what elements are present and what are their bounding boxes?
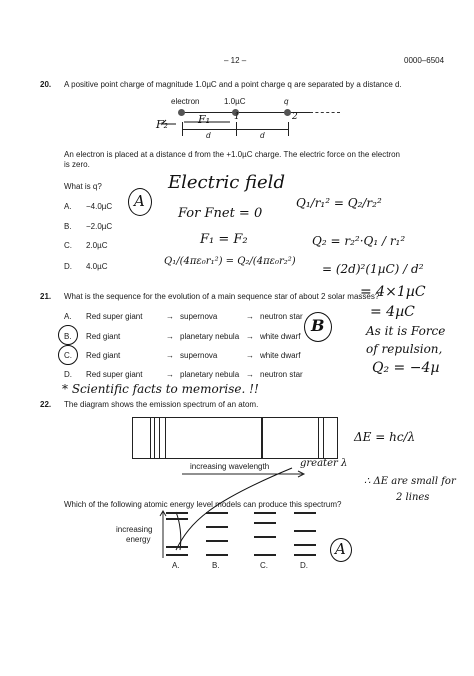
hw-energy-formula: ΔE = hc/λ xyxy=(354,430,416,444)
q20-option-c-text[interactable]: 2.0µC xyxy=(86,241,108,250)
hw-repulsion-note: of repulsion, xyxy=(366,342,443,356)
arrow: → xyxy=(166,370,174,379)
model-d-label[interactable]: D. xyxy=(300,561,308,570)
q22-question: Which of the following atomic energy level models can produce this spectrum? xyxy=(64,500,342,509)
d2-label: d xyxy=(260,131,265,140)
hw-answer: B xyxy=(311,316,325,335)
level-d xyxy=(294,544,316,546)
q21-option-c-stage3: white dwarf xyxy=(260,351,301,360)
q21-option-d-letter[interactable]: D. xyxy=(64,370,72,379)
hw-answer: A xyxy=(335,540,346,558)
q21-option-c-letter[interactable]: C. xyxy=(64,351,72,360)
arrow: → xyxy=(166,312,174,321)
hw-fnet: For Fnet = 0 xyxy=(178,206,263,221)
spectral-line xyxy=(165,418,166,458)
q20-context-2: is zero. xyxy=(64,160,90,169)
energy-label-2: energy xyxy=(126,535,151,544)
level-b xyxy=(206,540,228,542)
q21-number: 21. xyxy=(40,292,52,301)
hw-coulomb-eq: Q₁/(4πε₀r₁²) = Q₂/(4πε₀r₂²) xyxy=(164,256,296,267)
hw-force-note: As it is Force xyxy=(366,324,446,338)
q21-option-b-stage2: planetary nebula xyxy=(180,332,240,341)
q21-option-a-letter[interactable]: A. xyxy=(64,312,72,321)
hw-memorise-note: * Scientific facts to memorise. !! xyxy=(62,382,259,396)
spectral-line xyxy=(323,418,324,458)
q21-option-c-stage1: Red giant xyxy=(86,351,121,360)
spectral-line xyxy=(154,418,155,458)
q20-stem: A positive point charge of magnitude 1.0µC and a point charge q are separated by a distance d. xyxy=(64,80,402,89)
hw-greater-lambda: greater λ xyxy=(300,458,348,469)
charge2-label: q xyxy=(284,97,289,106)
spectral-line xyxy=(261,418,263,458)
level-b xyxy=(206,512,228,514)
arrow: → xyxy=(246,351,254,360)
level-a xyxy=(166,546,188,548)
hw-f2: F₂ xyxy=(156,118,169,131)
hw-small-note: ∴ ΔE are small for xyxy=(364,476,456,487)
arrow: → xyxy=(166,351,174,360)
distance-line xyxy=(182,129,288,130)
hw-result-2: = 4µC xyxy=(370,304,415,320)
level-d xyxy=(294,512,316,514)
q21-option-a-stage1: Red super giant xyxy=(86,312,143,321)
level-d xyxy=(294,530,316,532)
energy-label-1: increasing xyxy=(116,525,153,534)
level-b xyxy=(206,554,228,556)
hw-lines-note: 2 lines xyxy=(396,492,430,503)
q21-option-d-stage3: neutron star xyxy=(260,370,303,379)
q22-number: 22. xyxy=(40,400,52,409)
q20-option-a-text[interactable]: −4.0µC xyxy=(86,202,113,211)
emission-spectrum xyxy=(132,417,338,459)
q21-stem: What is the sequence for the evolution of a main sequence star of about 2 solar masses? xyxy=(64,292,380,301)
model-b-label[interactable]: B. xyxy=(212,561,220,570)
q21-option-d-stage2: planetary nebula xyxy=(180,370,240,379)
arrow: → xyxy=(246,332,254,341)
model-c-label[interactable]: C. xyxy=(260,561,268,570)
spectral-line xyxy=(150,418,151,458)
q22-stem: The diagram shows the emission spectrum of an atom. xyxy=(64,400,259,409)
level-c xyxy=(254,536,276,538)
hw-answer: A xyxy=(134,192,145,210)
hw-f1-equals-f2: F₁ = F₂ xyxy=(200,232,248,247)
q21-option-c-stage2: supernova xyxy=(180,351,218,360)
hw-result-1: = 4×1µC xyxy=(360,284,426,300)
q20-option-d-text[interactable]: 4.0µC xyxy=(86,262,108,271)
level-a xyxy=(166,518,188,520)
paper-code: 0000–6504 xyxy=(404,56,445,65)
q21-option-a-stage3: neutron star xyxy=(260,312,303,321)
q21-option-b-stage1: Red giant xyxy=(86,332,121,341)
hw-ratio: Q₁/r₁² = Q₂/r₂² xyxy=(296,196,382,210)
energy-axis-arrow xyxy=(158,508,168,560)
hw-f1: F₁ xyxy=(198,113,211,126)
q20-option-b-text[interactable]: −2.0µC xyxy=(86,222,113,231)
spectral-line xyxy=(318,418,319,458)
hw-option-b-circle xyxy=(58,325,78,345)
page-number: – 12 – xyxy=(224,56,247,65)
arrow: → xyxy=(166,332,174,341)
hw-label-2: 2 xyxy=(292,112,298,122)
level-a xyxy=(166,512,188,514)
q20-option-d-letter[interactable]: D. xyxy=(64,262,72,271)
spectral-line xyxy=(159,418,160,458)
electron-label: electron xyxy=(171,97,200,106)
hw-electric-field: Electric field xyxy=(168,172,285,193)
arrow: → xyxy=(246,370,254,379)
d1-label: d xyxy=(206,131,211,140)
q21-option-a-stage2: supernova xyxy=(180,312,218,321)
wavelength-label: increasing wavelength xyxy=(190,462,270,471)
hw-option-c-circle xyxy=(58,345,78,365)
q21-option-d-stage1: Red super giant xyxy=(86,370,143,379)
hw-final-answer: Q₂ = −4µ xyxy=(372,360,440,376)
level-c xyxy=(254,512,276,514)
level-b xyxy=(206,526,228,528)
charge1-label: 1.0µC xyxy=(224,97,246,106)
hw-q2-expr: Q₂ = r₂²·Q₁ / r₁² xyxy=(312,234,406,248)
q20-option-a-letter[interactable]: A. xyxy=(64,202,72,211)
level-c xyxy=(254,522,276,524)
level-d xyxy=(294,554,316,556)
hw-force-arrows xyxy=(160,108,320,128)
model-a-label[interactable]: A. xyxy=(172,561,180,570)
q20-number: 20. xyxy=(40,80,52,89)
q21-option-b-letter[interactable]: B. xyxy=(64,332,72,341)
hw-substitution: = (2d)²(1µC) / d² xyxy=(322,262,424,276)
level-c xyxy=(254,554,276,556)
hw-label-1: 1 xyxy=(234,112,240,122)
level-a xyxy=(166,554,188,556)
q21-option-b-stage3: white dwarf xyxy=(260,332,301,341)
q20-option-c-letter[interactable]: C. xyxy=(64,241,72,250)
q20-context: An electron is placed at a distance d from the +1.0µC charge. The electric force on the electron xyxy=(64,150,400,159)
arrow: → xyxy=(246,312,254,321)
q20-question: What is q? xyxy=(64,182,102,191)
q20-option-b-letter[interactable]: B. xyxy=(64,222,72,231)
